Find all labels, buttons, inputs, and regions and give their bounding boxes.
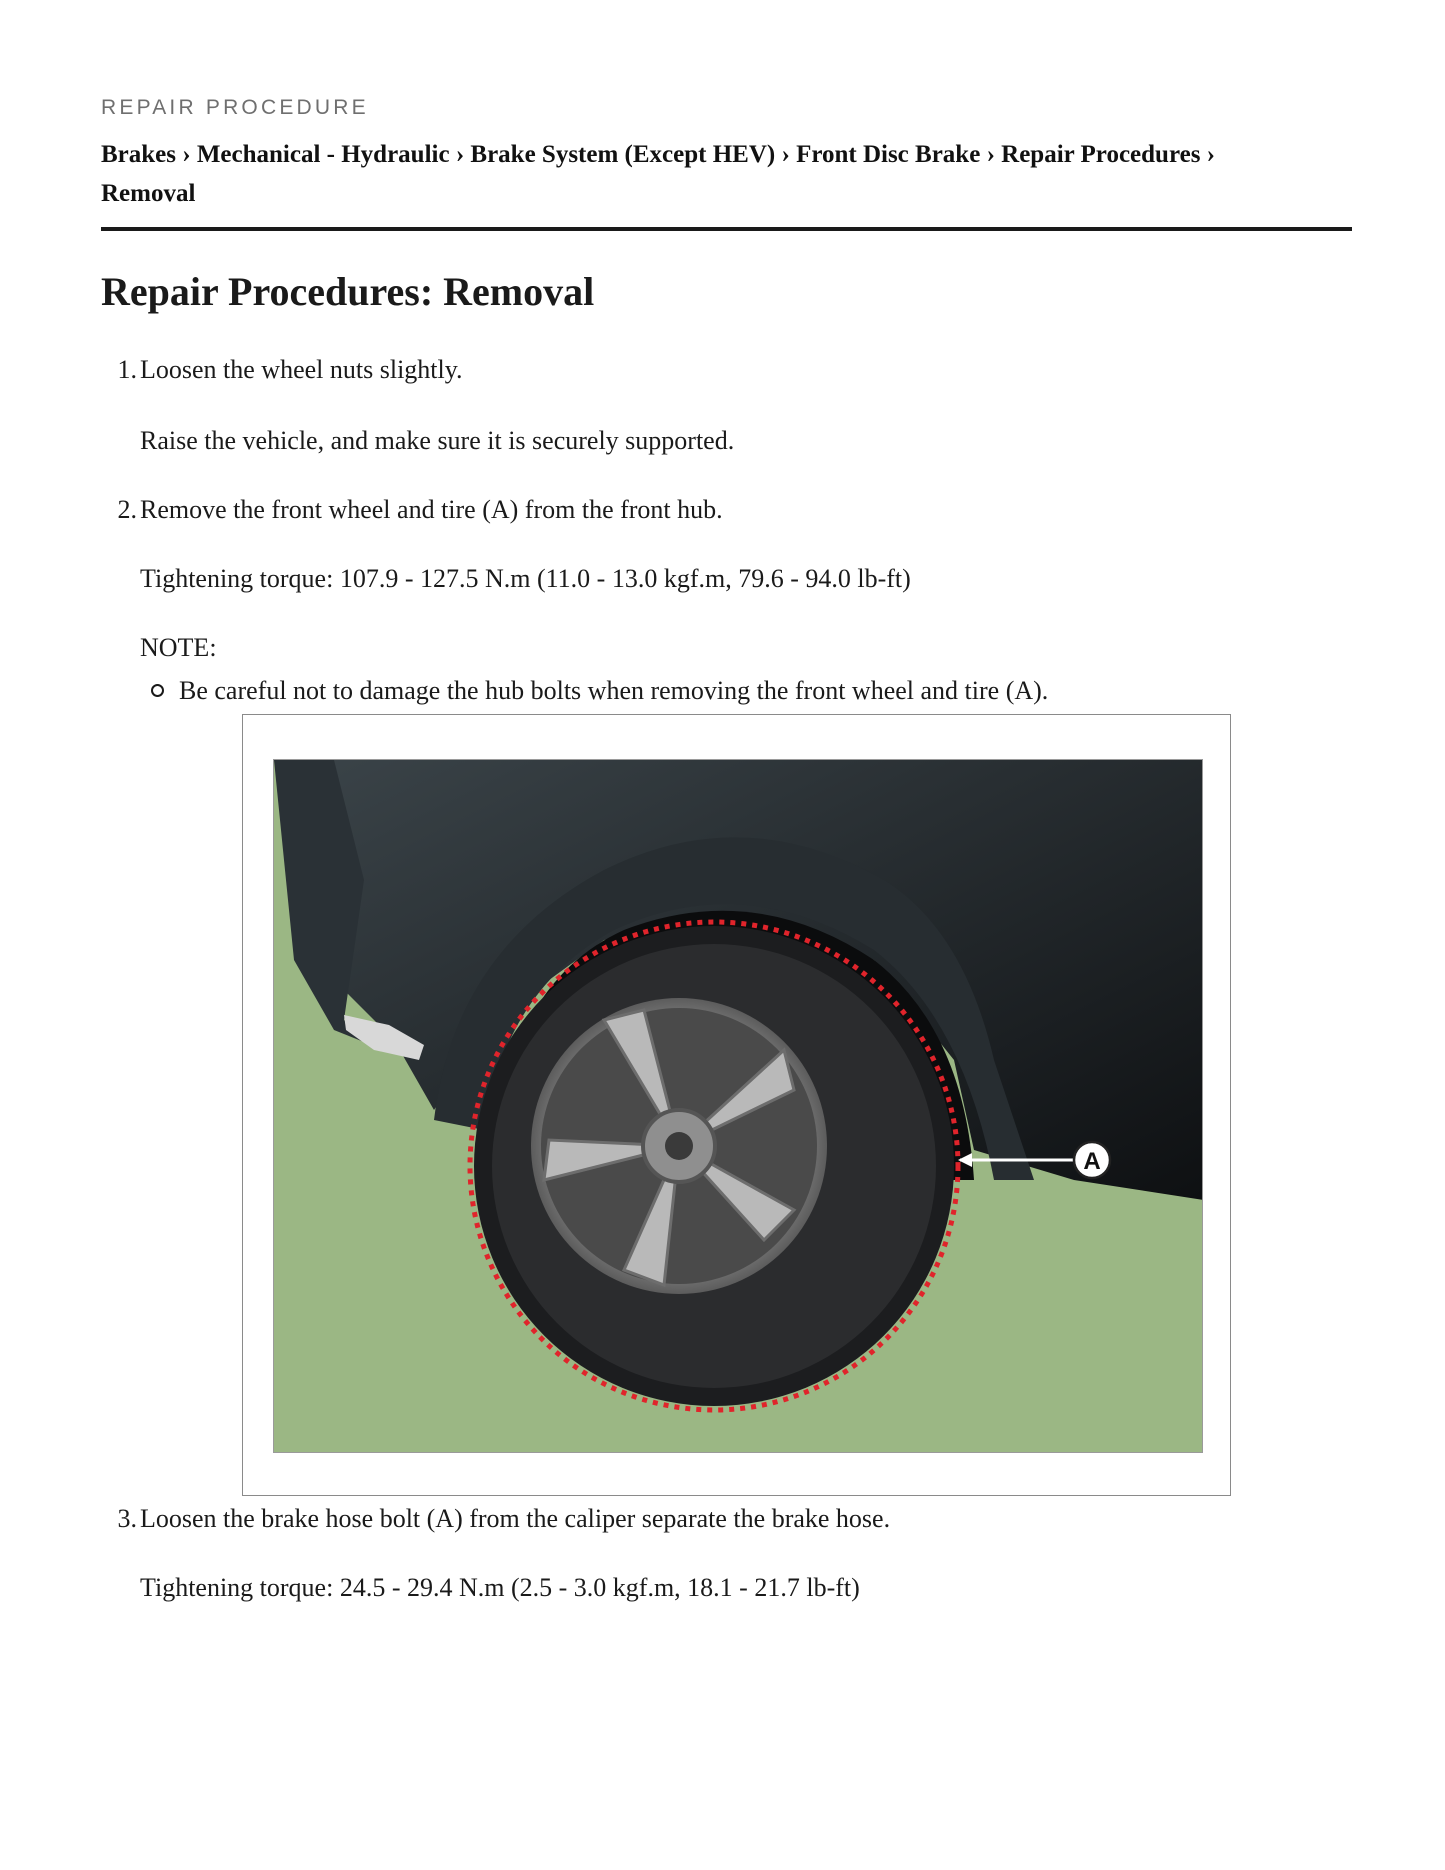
breadcrumb-item[interactable]: Brake System (Except HEV)	[470, 141, 776, 168]
step-text: Remove the front wheel and tire (A) from the front hub.	[140, 495, 723, 524]
breadcrumb-item[interactable]: Repair Procedures	[1001, 141, 1201, 168]
breadcrumb-item[interactable]: Brakes	[101, 141, 176, 168]
breadcrumb-separator: ›	[986, 141, 995, 168]
breadcrumb	[101, 135, 1351, 213]
breadcrumb-separator: ›	[455, 141, 465, 168]
step-number: 3.	[117, 1504, 137, 1533]
breadcrumb-current: Removal	[101, 180, 196, 207]
breadcrumb-item[interactable]: Front Disc Brake	[796, 141, 981, 168]
breadcrumb-item[interactable]: Mechanical - Hydraulic	[196, 141, 450, 168]
page-title: Repair Procedures: Removal	[101, 269, 595, 314]
callout-label: A	[1083, 1148, 1101, 1175]
step-number: 2.	[117, 495, 137, 524]
bullet-icon	[151, 684, 164, 697]
step-subtext: Raise the vehicle, and make sure it is securely supported.	[140, 426, 735, 455]
breadcrumb-separator: ›	[182, 141, 191, 168]
breadcrumb-separator: ›	[781, 141, 790, 168]
header-divider	[101, 227, 1352, 231]
step-text: Loosen the wheel nuts slightly.	[140, 355, 463, 384]
section-kicker: REPAIR PROCEDURE	[101, 96, 369, 119]
torque-spec: Tightening torque: 107.9 - 127.5 N.m (11.0 - 13.0 kgf.m, 79.6 - 94.0 lb-ft)	[140, 564, 911, 593]
note-item: Be careful not to damage the hub bolts when removing the front wheel and tire (A).	[179, 676, 1049, 705]
note-label: NOTE:	[140, 633, 217, 662]
wheel-removal-illustration	[273, 759, 1203, 1453]
torque-spec: Tightening torque: 24.5 - 29.4 N.m (2.5 - 3.0 kgf.m, 18.1 - 21.7 lb-ft)	[140, 1573, 860, 1602]
step-text: Loosen the brake hose bolt (A) from the caliper separate the brake hose.	[140, 1504, 891, 1533]
step-number: 1.	[117, 355, 137, 384]
breadcrumb-separator: ›	[1206, 141, 1215, 168]
figure-frame	[242, 714, 1231, 1496]
